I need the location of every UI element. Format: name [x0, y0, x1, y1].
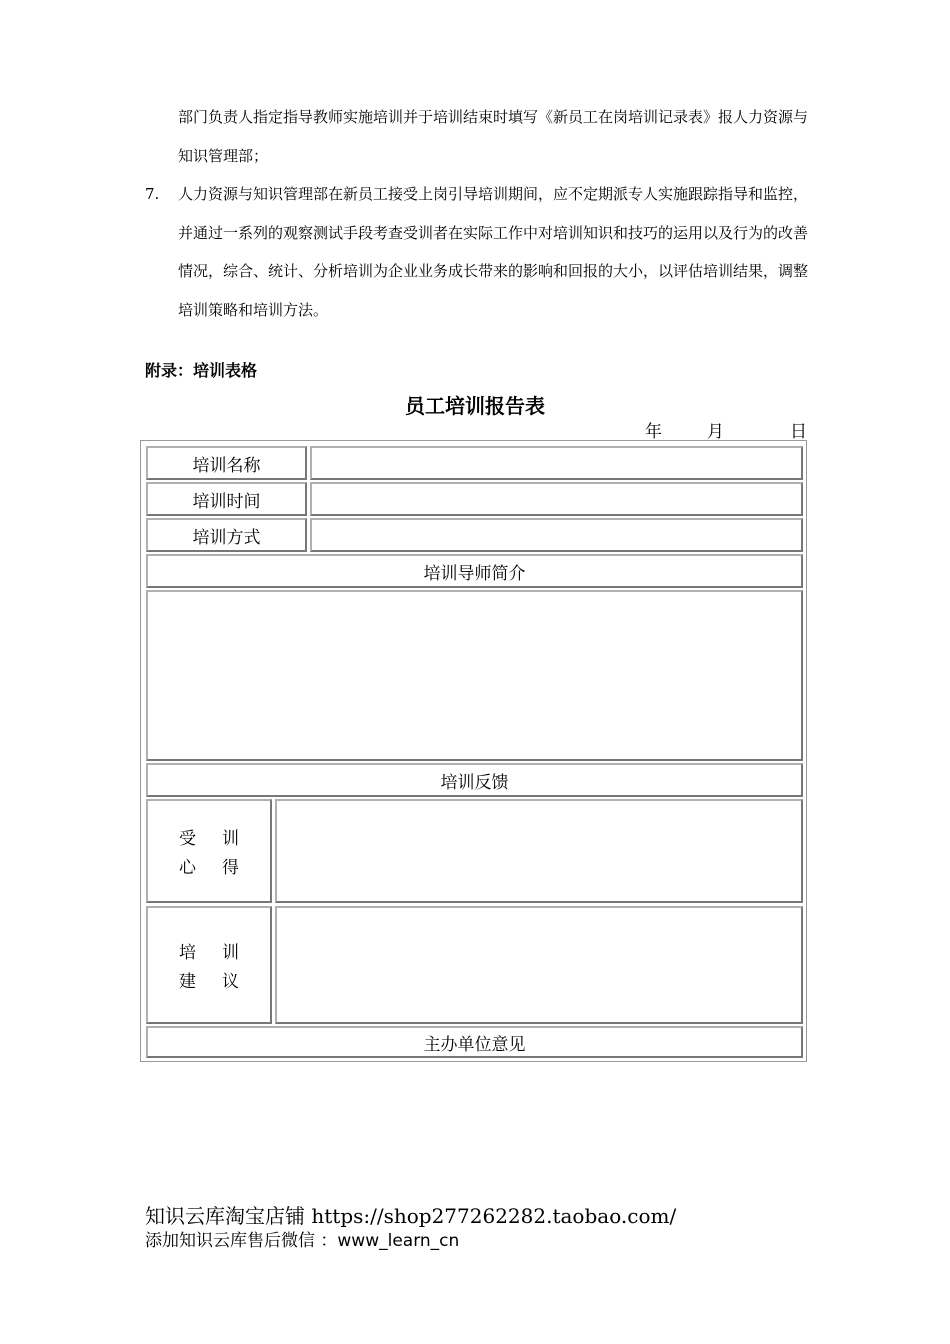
experience-label-char: 训 [222, 829, 239, 849]
footer-wechat-prefix: 添加知识云库售后微信 ： [145, 1231, 338, 1251]
training-method-label: 培训方式 [146, 518, 307, 552]
list-item-7-text: 人力资源与知识管理部在新员工接受上岗引导培训期间，应不定期派专人实施跟踪指导和监控，并通过一系列的观察测试手段考查受训者在实际工作中对培训知识和技巧的运用以及行为的改善情况，综合、统计、分析培训为企业业务成长带来的影响和回报的大小，以评估培训结果，调整培训策略和培训方法。 [178, 185, 809, 319]
feedback-section-header: 培训反馈 [146, 763, 803, 797]
experience-field[interactable] [275, 799, 803, 903]
suggestion-field[interactable] [275, 906, 803, 1024]
footer-shop-prefix: 知识云库淘宝店铺 [145, 1204, 312, 1228]
experience-label-char: 受 [179, 829, 196, 849]
suggestion-label-char: 训 [222, 943, 239, 963]
training-name-label: 培训名称 [146, 446, 307, 480]
date-day: 日 [790, 422, 807, 442]
training-report-form [140, 440, 807, 1062]
appendix-heading: 附录：培训表格 [145, 361, 258, 380]
training-method-field[interactable] [310, 518, 803, 552]
footer-wechat-line [145, 1226, 459, 1251]
experience-label [146, 799, 272, 903]
experience-label-char: 得 [222, 858, 239, 878]
footer-wechat-id: www_learn_cn [337, 1231, 460, 1251]
organizer-opinion-header: 主办单位意见 [146, 1026, 803, 1058]
training-time-field[interactable] [310, 482, 803, 516]
experience-label-char: 心 [179, 858, 196, 878]
paragraph-continuation: 部门负责人指定指导教师实施培训并于培训结束时填写《新员工在岗培训记录表》报人力资源与知识管理部； [178, 108, 809, 165]
training-name-field[interactable] [310, 446, 803, 480]
footer-shop-url[interactable]: https://shop277262282.taobao.com/ [311, 1204, 677, 1228]
suggestion-label [146, 906, 272, 1024]
form-title: 员工培训报告表 [405, 394, 545, 418]
footer-shop-line [145, 1200, 676, 1229]
suggestion-label-char: 议 [222, 972, 239, 992]
training-time-label: 培训时间 [146, 482, 307, 516]
date-line [640, 417, 810, 441]
date-year: 年 [645, 422, 662, 442]
date-month: 月 [707, 422, 724, 442]
list-number: 7. [145, 185, 160, 203]
suggestion-label-char: 建 [179, 972, 196, 992]
instructor-intro-field[interactable] [146, 590, 803, 761]
instructor-section-header: 培训导师简介 [146, 554, 803, 588]
suggestion-label-char: 培 [179, 943, 196, 963]
